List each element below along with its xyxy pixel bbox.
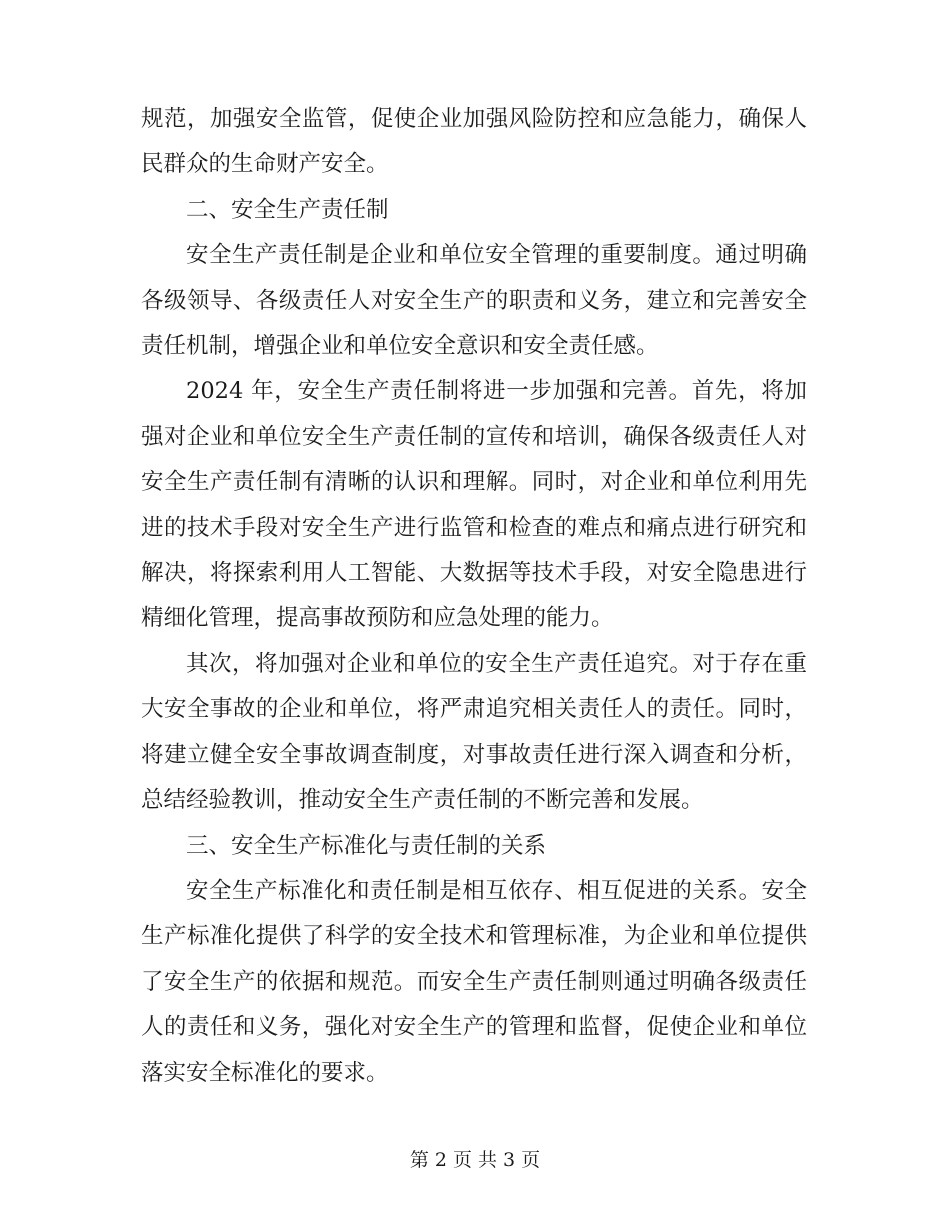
section-heading-relationship: 三、安全生产标准化与责任制的关系 (186, 832, 547, 859)
document-body (141, 97, 807, 1096)
paragraph-2024-plan: 2024 年，安全生产责任制将进一步加强和完善。首先，将加强对企业和单位安全生产责任制的宣传和培训，确保各级责任人对安全生产责任制有清晰的认识和理解。同时，对企业和单位利用先进的技术手段对安全生产进行监管和检查的难点和痛点进行研究和解决，将探索利用人工智能、大数据等技术手段，对安全隐患进行精细化管理，提高事故预防和应急处理的能力。 (141, 378, 807, 632)
paragraph-responsibility-definition: 安全生产责任制是企业和单位安全管理的重要制度。通过明确各级领导、各级责任人对安全生产的职责和义务，建立和完善安全责任机制，增强企业和单位安全意识和安全责任感。 (141, 242, 807, 360)
page-number-footer: 第 2 页 共 3 页 (409, 1149, 541, 1171)
paragraph-relationship: 安全生产标准化和责任制是相互依存、相互促进的关系。安全生产标准化提供了科学的安全技术和管理标准，为企业和单位提供了安全生产的依据和规范。而安全生产责任制则通过明确各级责任人的责任和义务，强化对安全生产的管理和监督，促使企业和单位落实安全标准化的要求。 (141, 877, 807, 1086)
paragraph-accountability: 其次，将加强对企业和单位的安全生产责任追究。对于存在重大安全事故的企业和单位，将严肃追究相关责任人的责任。同时，将建立健全安全事故调查制度，对事故责任进行深入调查和分析，总结经验教训，推动安全生产责任制的不断完善和发展。 (141, 650, 807, 814)
paragraph-continuation: 规范，加强安全监管，促使企业加强风险防控和应急能力，确保人民群众的生命财产安全。 (141, 106, 807, 178)
section-heading-responsibility-system: 二、安全生产责任制 (186, 196, 389, 223)
